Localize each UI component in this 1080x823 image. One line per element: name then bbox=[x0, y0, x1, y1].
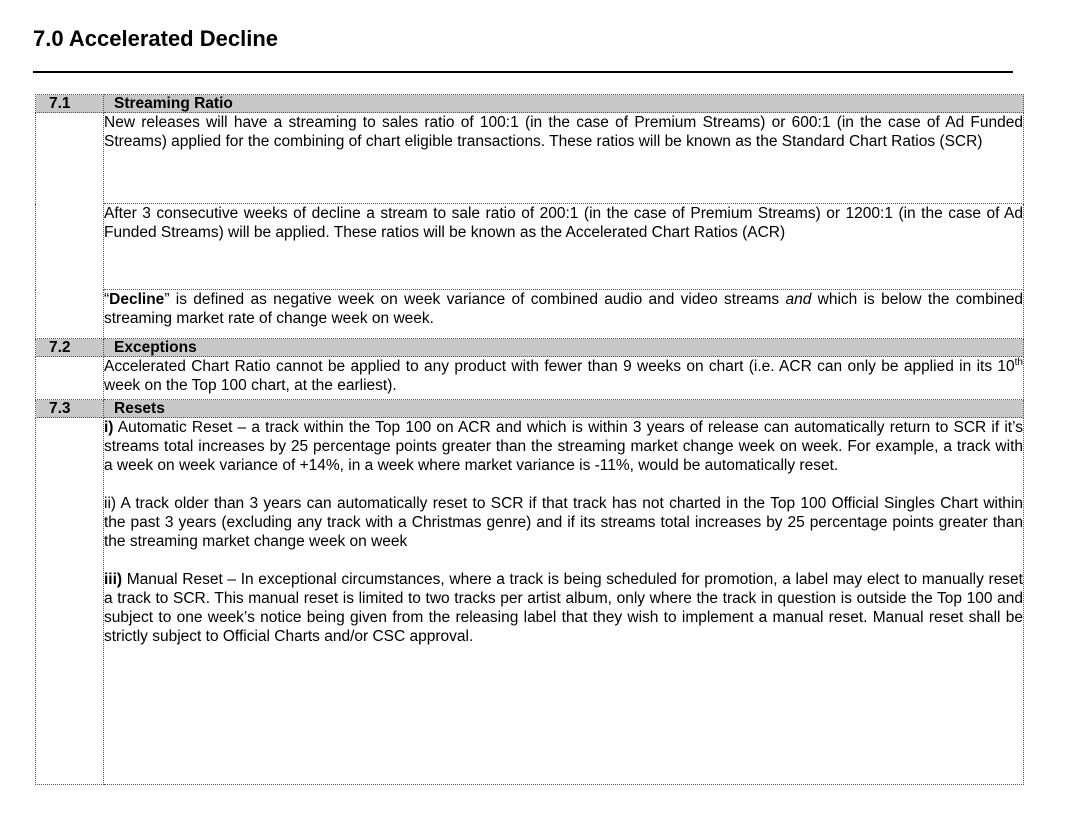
streaming-ratio-paragraph: New releases will have a streaming to sales ratio of 100:1 (in the case of Premium Streams) or 600:1 (in the case of Ad Funded Streams) applied for the combining of chart eligible transactions. These ratios will be known as the Standard Chart Ratios (SCR) bbox=[104, 113, 1024, 204]
number-column-cell bbox=[36, 113, 104, 339]
section-header-row bbox=[36, 95, 1024, 113]
section-row bbox=[36, 357, 1024, 400]
section-row bbox=[36, 113, 1024, 204]
ordinal-superscript: th bbox=[1014, 357, 1023, 368]
decline-text-end: which is below the combined streaming market rate of change week on week. bbox=[104, 291, 1023, 327]
number-column-cell bbox=[36, 357, 104, 400]
section-heading: Streaming Ratio bbox=[104, 95, 1024, 113]
exceptions-text-end: week on the Top 100 chart, at the earliest). bbox=[104, 377, 397, 394]
sections-table bbox=[35, 94, 1024, 785]
section-row bbox=[36, 418, 1024, 785]
list-marker: iii) bbox=[104, 571, 123, 588]
resets-cell bbox=[104, 418, 1024, 785]
accelerated-ratio-paragraph: After 3 consecutive weeks of decline a stream to sale ratio of 200:1 (in the case of Premium Streams) or 1200:1 (in the case of Ad Funded Streams) will be applied. These ratios will be known as the Accelerated Chart Ratios (ACR) bbox=[104, 204, 1024, 290]
section-header-row bbox=[36, 400, 1024, 418]
decline-definition-paragraph bbox=[104, 290, 1024, 339]
section-number: 7.1 bbox=[36, 95, 104, 113]
exceptions-paragraph bbox=[104, 357, 1024, 400]
list-marker: i) bbox=[104, 419, 114, 436]
section-row bbox=[36, 290, 1024, 339]
section-number: 7.2 bbox=[36, 339, 104, 357]
automatic-reset-paragraph bbox=[104, 418, 1023, 475]
number-column-cell bbox=[36, 418, 104, 785]
section-number: 7.3 bbox=[36, 400, 104, 418]
exceptions-text: Accelerated Chart Ratio cannot be applied to any product with fewer than 9 weeks on chart (i.e. ACR can only be applied in its 10 bbox=[104, 358, 1015, 375]
decline-term: Decline bbox=[109, 291, 165, 308]
title-divider bbox=[33, 71, 1013, 73]
section-heading: Exceptions bbox=[104, 339, 1024, 357]
older-track-reset-text: A track older than 3 years can automatically reset to SCR if that track has not charted in the Top 100 Official Singles Chart within the past 3 years (excluding any track with a Christmas genre) and if its streams total increases by 25 percentage points greater than the streaming market change week on week bbox=[104, 495, 1023, 550]
section-row bbox=[36, 204, 1024, 290]
automatic-reset-text: Automatic Reset – a track within the Top 100 on ACR and which is within 3 years of release can automatically return to SCR if it’s streams total increases by 25 percentage points greater than the streaming market change week on week. For example, a track with a week on week variance of +14%, in a week where market variance is -11%, would be automatically reset. bbox=[104, 419, 1023, 474]
open-quote: “ bbox=[104, 291, 110, 308]
manual-reset-paragraph bbox=[104, 570, 1023, 646]
decline-emphasis: and bbox=[785, 291, 812, 308]
decline-text: ” is defined as negative week on week variance of combined audio and video streams bbox=[164, 291, 786, 308]
page-title: 7.0 Accelerated Decline bbox=[33, 26, 278, 51]
older-track-reset-paragraph bbox=[104, 494, 1023, 551]
manual-reset-text: Manual Reset – In exceptional circumstances, where a track is being scheduled for promotion, a label may elect to manually reset a track to SCR. This manual reset is limited to two tracks per artist album, only where the track in question is outside the Top 100 and subject to one week’s notice being given from the releasing label that they wish to implement a manual reset. Manual reset shall be strictly subject to Official Charts and/or CSC approval. bbox=[104, 571, 1023, 645]
section-heading: Resets bbox=[104, 400, 1024, 418]
list-marker: ii) bbox=[104, 495, 117, 512]
section-header-row bbox=[36, 339, 1024, 357]
